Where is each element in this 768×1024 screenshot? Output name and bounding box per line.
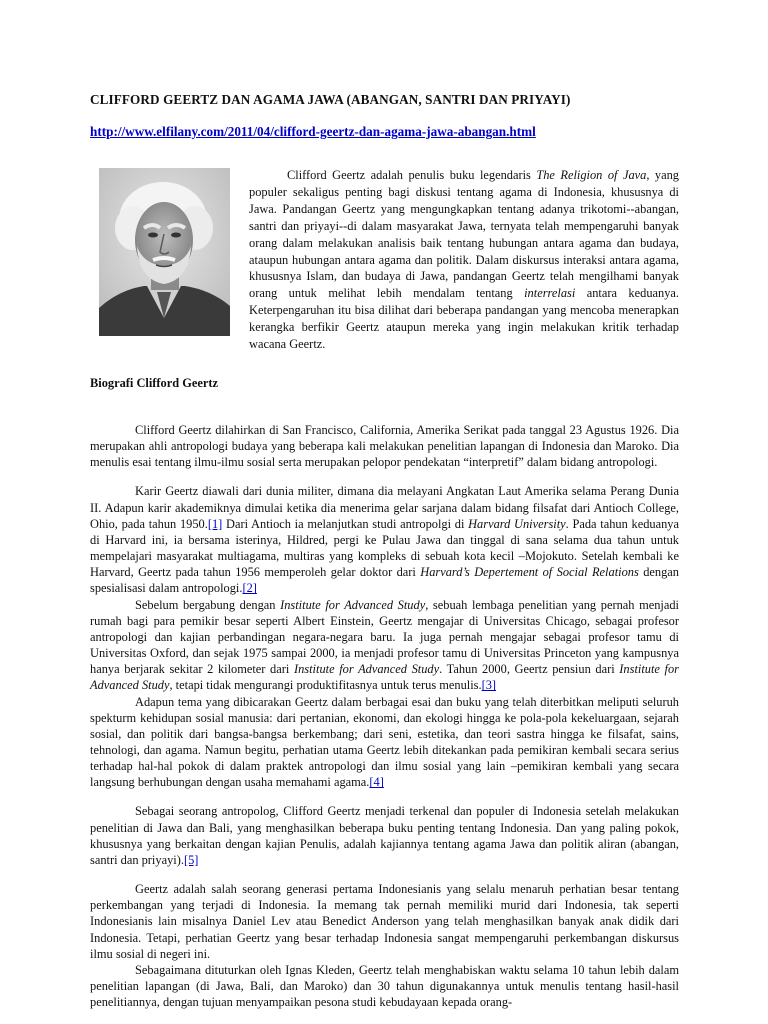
footnote-link-4[interactable]: [4]: [369, 775, 384, 790]
footnote-link-2[interactable]: [2]: [242, 581, 257, 596]
paragraph-birth: Clifford Geertz dilahirkan di San Francisco, California, Amerika Serikat pada tanggal 23 Agustus 1926. Dia merupakan ahli antropologi budaya yang beberapa kali melakukan penelitian lapangan di Indonesia dan Maroko. Dia menulis esai tentang ilmu-ilmu sosial serta merupakan pelopor pendekatan “interpretif” dalam bidang antropologi.: [90, 423, 679, 470]
paragraph-indonesianist: Geertz adalah salah seorang generasi pertama Indonesianis yang selalu menaruh perhatian besar tentang perkembangan yang terjadi di Indonesia. Ia memang tak pernah memiliki murid dari Indonesia, tak seperti Indonesianis lain misalnya Daniel Lev atau Benedict Anderson yang telah menghasilkan banyak anak didik dari Indonesia. Tetapi, perhatian Geertz yang besar terhadap Indonesia sangat mempengaruhi perkembangan diskursus ilmu sosial di negeri ini.: [90, 882, 679, 961]
paragraph-kleden: Sebagaimana dituturkan oleh Ignas Kleden, Geertz telah menghabiskan waktu selama 10 tahun lebih dalam penelitian lapangan (di Jawa, Bali, dan Maroko) dan 30 tahun digunakannya untuk menulis tentang hasil-hasil penelitiannya, dengan tujuan menyampaikan pesona studi kebudayaan kepada orang-: [90, 962, 679, 1010]
footnote-link-5[interactable]: [5]: [183, 852, 199, 867]
portrait-photo: [99, 168, 230, 336]
paragraph-ias: Sebelum bergabung dengan Institute for Advanced Study, sebuah lembaga penelitian yang pernah menjadi rumah bagi para pemikir besar seperti Albert Einstein, Geertz mengajar di Universitas Chicago, sebagai profesor antropologi dan kajian perbandingan negara-negara baru. Ia juga pernah mengajar sebagai profesor tamu di Universitas Oxford, dan sejak 1975 sampai 2000, ia menjadi profesor tamu di Universitas Princeton yang kampusnya hanya berjarak sekitar 2 kilometer dari Institute for Advanced Study. Tahun 2000, Geertz pensiun dari Institute for Advanced Study, tetapi tidak mengurangi produktifitasnya untuk terus menulis.[3]: [90, 597, 680, 693]
source-link[interactable]: http://www.elfilany.com/2011/04/clifford-geertz-dan-agama-jawa-abangan.html: [90, 124, 536, 139]
paragraph-themes: Adapun tema yang dibicarakan Geertz dalam berbagai esai dan buku yang telah diterbitkan meliputi seluruh spekturm kehidupan sosial manusia: dari pertanian, ekonomi, dan ekologi hingga ke pola-pola kekeluargaan, sejarah sosial, dan politik dari bangsa-bangsa berkembang; dari seni, estetika, dan teori sastra hingga ke filsafat, sains, tehnologi, dan agama. Namun begitu, perhatian utama Geertz lebih ditekankan pada pemikiran kembali secara serius terhadap hal-hal pokok di dalam praktek antropologi dan ilmu sosial yang lain –pemikiran kembali yang secara langsung berhubungan dengan usaha memahami agama.[4]: [90, 694, 679, 790]
portrait-image: [99, 168, 230, 336]
intro-paragraph: Clifford Geertz adalah penulis buku legendaris The Religion of Java, yang populer sekaligus penting bagi diskusi tentang agama di Indonesia, khususnya di Jawa. Pandangan Geertz yang mengungkapkan tentang adanya trikotomi--abangan, santri dan priyayi--di dalam masyarakat Jawa, ternyata telah mempengaruhi banyak orang dalam melakukan analisis baik tentang hubungan antara agama dan budaya, ataupun hubungan antara agama dan politik. Dalam diskursus interaksi antara agama, khususnya Islam, dan budaya di Jawa, pandangan Geertz telah mengilhami banyak orang untuk melihat lebih mendalam tentang interrelasi antara keduanya. Keterpengaruhan itu bisa dilihat dari beberapa pandangan yang mencoba menerapkan kerangka berfikir Geertz ataupun mereka yang ingin melakukan kritik terhadap wacana Geertz.: [249, 168, 679, 352]
section-heading: Biografi Clifford Geertz: [90, 376, 218, 390]
paragraph-anthropologist: Sebagai seorang antropolog, Clifford Geertz menjadi terkenal dan populer di Indonesia setelah melakukan penelitian di Jawa dan Bali, yang menghasilkan beberapa buku penting tentang Indonesia. Dan yang paling pokok, khususnya yang berkaitan dengan kajian Penulis, adalah kajiannya tentang agama Jawa dan politik aliran (abangan, santri dan priyayi).[5]: [90, 804, 679, 867]
paragraph-career: Karir Geertz diawali dari dunia militer, dimana dia melayani Angkatan Laut Amerika selama Perang Dunia II. Adapun karir akademiknya dimulai ketika dia menerima gelar sarjana dalam bidang filsafat dari Antioch College, Ohio, pada tahun 1950.[1] Dari Antioch ia melanjutkan studi antropolgi di Harvard University. Pada tahun keduanya di Harvard ini, ia bersama isterinya, Hildred, pergi ke Pulau Jawa dan tinggal di sana selama dua tahun untuk mempelajari masyarakat multiagama, multiras yang kompleks di sebuah kota kecil –Mojokuto. Setelah kembali ke Harvard, Geertz pada tahun 1956 memperoleh gelar doktor dari Harvard’s Depertement of Social Relations dengan spesialisasi dalam antropologi.[2]: [90, 484, 679, 596]
footnote-link-3[interactable]: [3]: [481, 678, 497, 693]
footnote-link-1[interactable]: [1]: [207, 516, 223, 531]
biography-text: [90, 422, 679, 1010]
document-title: CLIFFORD GEERTZ DAN AGAMA JAWA (ABANGAN, SANTRI DAN PRIYAYI): [90, 92, 571, 107]
